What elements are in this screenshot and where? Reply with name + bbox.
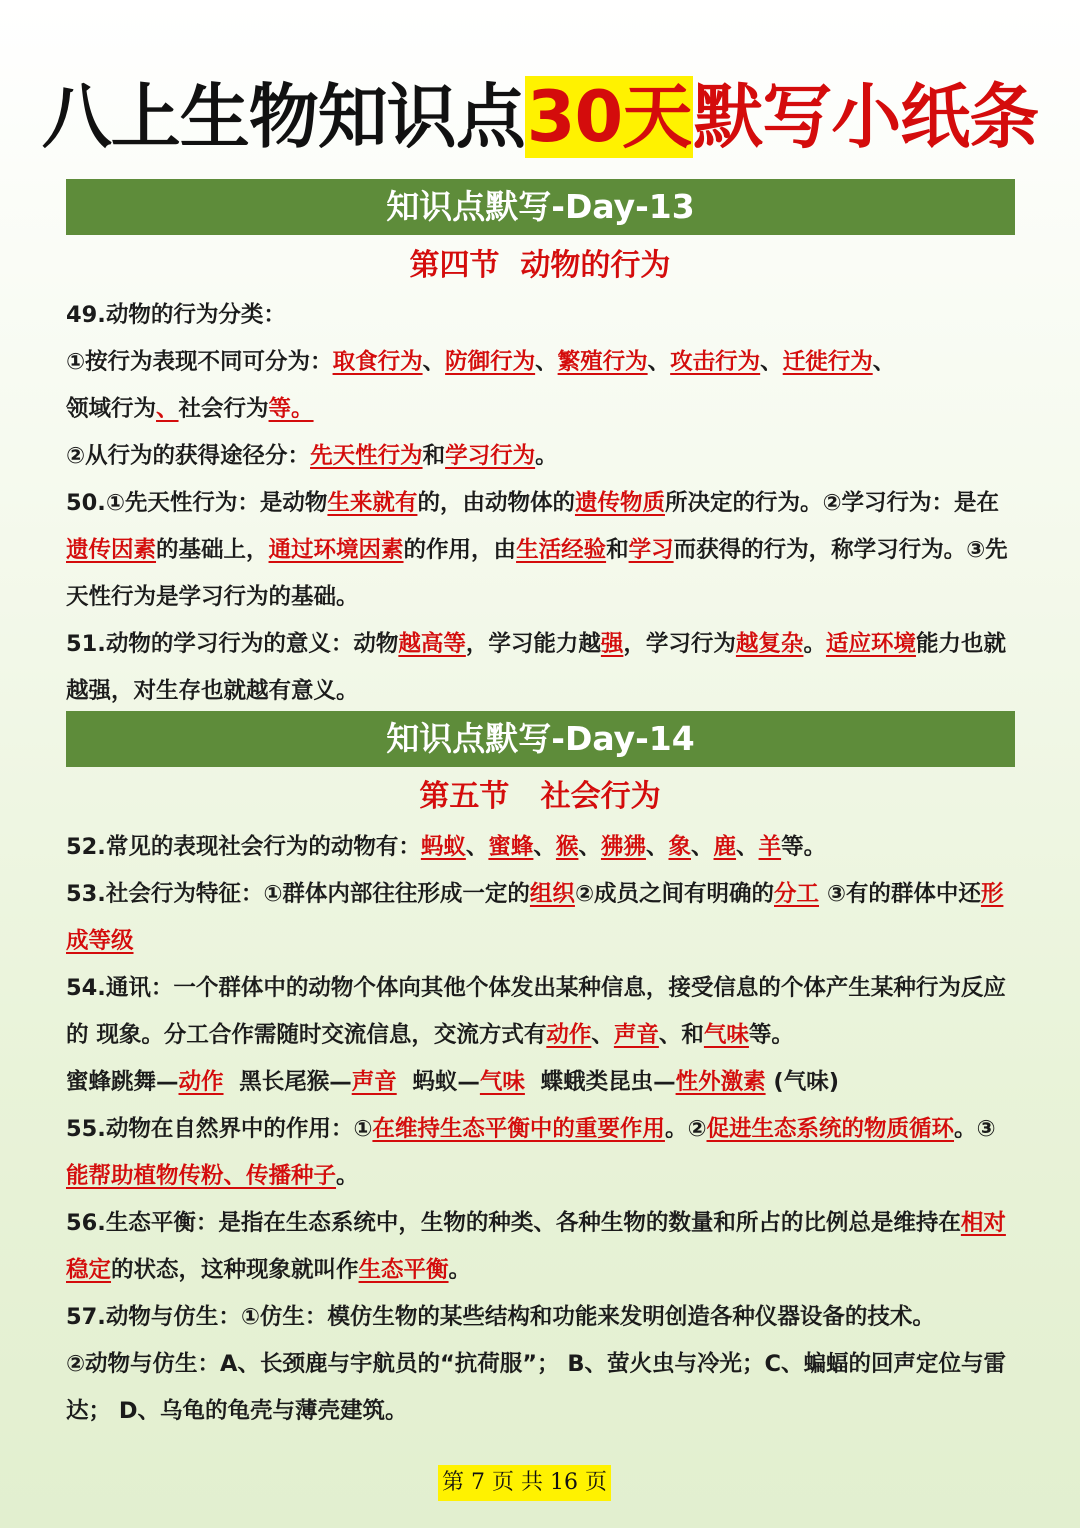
item-55 [66,1106,1016,1200]
answer-keyword: 强 [600,631,624,657]
text-segment: 的状态，这种现象就叫作 [111,1257,359,1283]
text-segment: 所决定的行为。②学习行为：是在 [664,490,1000,516]
day14-banner: 知识点默写-Day-14 [66,711,1015,767]
title-main: 八上生物知识点 [41,76,525,158]
page-footer [438,1465,611,1501]
text-segment: 、 [535,349,558,375]
page-total: 16 [549,1470,578,1495]
text-segment: 和 [606,537,629,563]
text-segment: 黑长尾猴— [223,1069,352,1095]
text-segment: (气味) [765,1069,839,1095]
day14-section-title: 第五节 社会行为 [419,779,661,814]
answer-keyword: 相对稳定 [66,1210,1006,1283]
answer-keyword: 促进生态系统的物质循环 [706,1116,955,1142]
text-segment: 。③ [954,1116,996,1142]
page-number: 7 [471,1470,485,1495]
answer-keyword: 遗传因素 [66,537,157,563]
text-segment: 、 [422,349,446,375]
title-sub: 默写小纸条 [693,76,1039,158]
answer-keyword: 越高等 [398,631,466,657]
text-segment: 54.通讯：一个群体中的动物个体向其他个体发出某种信息，接受信息的个体产生某种行为反应的 现象。分工合作需随时交流信息，交流方式有 [66,975,1006,1048]
answer-keyword: 生活经验 [516,537,607,563]
answer-keyword: 象 [668,834,691,860]
text-segment: 蜜蜂跳舞— [66,1069,179,1095]
text-segment: 53.社会行为特征：①群体内部往往形成一定的 [66,881,530,907]
text-segment: 能力也就越强，对生存也就越有意义。 [66,631,1006,704]
answer-keyword: 蚂蚁 [420,834,466,860]
item-54 [66,965,1016,1059]
footer-prefix: 第 [442,1470,471,1495]
answer-keyword: 羊 [758,834,782,860]
answer-keyword: 通过环境因素 [268,537,404,563]
answer-keyword: 学习行为 [445,443,536,469]
title-highlight: 30天 [526,76,692,158]
text-segment: 55.动物在自然界中的作用：① [66,1116,373,1142]
item-49-head: 49.动物的行为分类： [66,302,286,328]
item-51 [66,621,1016,715]
item-49-line3 [66,433,1016,480]
item-56 [66,1200,1016,1294]
text-segment: 、 [465,834,489,860]
text-segment: 。 [803,631,826,657]
text-segment: ，学习能力越 [465,631,601,657]
answer-keyword: 学习 [628,537,674,563]
answer-keyword: 、 [156,396,179,422]
answer-keyword: 鹿 [713,834,737,860]
answer-keyword: 动作 [178,1069,224,1095]
answer-keyword: 防御行为 [445,349,536,375]
text-segment: 蝶蛾类昆虫— [524,1069,676,1095]
answer-keyword: 在维持生态平衡中的重要作用 [372,1116,665,1142]
text-segment: 、 [533,834,556,860]
text-segment: 52.常见的表现社会行为的动物有： [66,834,421,860]
answer-keyword: 适应环境 [825,631,916,657]
text-segment: 、 [872,349,896,375]
text-segment: 等。 [781,834,827,860]
text-segment: 。 [535,443,558,469]
item-50 [66,480,1016,621]
text-segment: 、 [760,349,783,375]
text-segment: 、 [645,834,669,860]
answer-keyword: 狒狒 [600,834,646,860]
text-segment: 的作用，由 [403,537,517,563]
answer-keyword: 先天性行为 [310,443,423,469]
text-segment: 蚂蚁— [396,1069,480,1095]
answer-keyword: 繁殖行为 [557,349,648,375]
text-segment: 51.动物的学习行为的意义：动物 [66,631,399,657]
answer-keyword: 蜜蜂 [488,834,534,860]
text-segment: ②从行为的获得途径分： [66,443,311,469]
answer-keyword: 生态平衡 [358,1257,449,1283]
text-segment: 和 [422,443,446,469]
answer-keyword: 声音 [351,1069,397,1095]
text-segment: ①按行为表现不同可分为： [66,349,333,375]
text-segment: 。 [448,1257,472,1283]
text-segment: 50.①先天性行为：是动物 [66,490,328,516]
answer-keyword: 攻击行为 [670,349,761,375]
answer-keyword: 气味 [479,1069,525,1095]
item-52 [66,824,1016,871]
text-segment: 的基础上， [156,537,269,563]
answer-keyword: 生来就有 [327,490,418,516]
text-segment: 、 [591,1022,614,1048]
footer-middle: 页 共 [485,1470,550,1495]
answer-keyword: 动作 [546,1022,592,1048]
text-segment: 、 [736,834,759,860]
text-segment: 领域行为 [66,396,157,422]
item-53 [66,871,1016,965]
text-segment: 56.生态平衡：是指在生态系统中，生物的种类、各种生物的数量和所占的比例总是维持在 [66,1210,961,1236]
answer-keyword: 声音 [613,1022,659,1048]
text-segment: 等。 [748,1022,794,1048]
answer-keyword: 遗传物质 [574,490,665,516]
item-49-line2 [66,386,1016,433]
answer-keyword: 组织 [529,881,575,907]
text-segment: 、 [578,834,601,860]
item-54-examples [66,1059,1016,1106]
answer-keyword: 猴 [555,834,579,860]
text-segment: 、 [647,349,671,375]
text-segment: 。② [664,1116,707,1142]
answer-keyword: 等。 [268,396,314,422]
answer-keyword: 性外激素 [675,1069,766,1095]
text-segment: ，学习行为 [623,631,736,657]
text-segment: 。 [336,1163,359,1189]
answer-keyword: 取食行为 [332,349,423,375]
page-title [0,62,1080,172]
text-segment: 的，由动物体的 [417,490,575,516]
text-segment: 、和 [658,1022,704,1048]
answer-keyword: 形成等级 [66,881,1004,954]
answer-keyword: 气味 [703,1022,749,1048]
item-57-a: 57.动物与仿生：①仿生：模仿生物的某些结构和功能来发明创造各种仪器设备的技术。 [66,1304,935,1330]
item-49-line1 [66,339,1016,386]
day14-content [66,824,1016,1435]
footer-suffix: 页 [577,1470,607,1495]
answer-keyword: 迁徙行为 [782,349,873,375]
answer-keyword: 越复杂 [735,631,804,657]
answer-keyword: 能帮助植物传粉、传播种子 [66,1163,337,1189]
text-segment: ③有的群体中还 [819,881,981,907]
answer-keyword: 分工 [774,881,820,907]
text-segment: 而获得的行为，称学习行为。③先天性行为是学习行为的基础。 [66,537,1008,610]
text-segment: ②成员之间有明确的 [574,881,774,907]
item-57-b: ②动物与仿生：A、长颈鹿与宇航员的“抗荷服”； B、萤火虫与冷光；C、蝙蝠的回声定位与雷达； D、乌龟的龟壳与薄壳建筑。 [66,1351,1007,1424]
day13-content [66,292,1016,715]
day13-banner: 知识点默写-Day-13 [66,179,1015,235]
day13-section-title: 第四节 动物的行为 [409,248,671,283]
text-segment: 社会行为 [178,396,269,422]
text-segment: 、 [691,834,714,860]
